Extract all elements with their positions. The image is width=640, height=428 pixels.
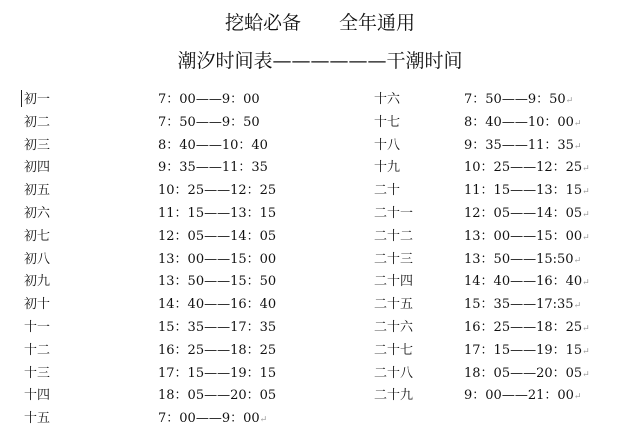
paragraph-mark-icon: ↵ bbox=[573, 301, 582, 312]
right-tide-time: 13：50——15:50↵ bbox=[464, 251, 582, 267]
right-day-label: 二十八 bbox=[374, 365, 414, 381]
right-day-label: 二十 bbox=[374, 183, 401, 199]
right-tide-time: 15：35——17:35↵ bbox=[464, 297, 582, 313]
left-day-label: 十三 bbox=[24, 365, 51, 381]
left-day-label: 初一 bbox=[24, 92, 51, 107]
paragraph-mark-icon: ↵ bbox=[582, 324, 590, 334]
left-tide-time: 7：00——9：00 bbox=[158, 92, 260, 107]
right-tide-time: 8：40——10：00↵ bbox=[464, 114, 582, 130]
right-tide-time: 11：15——13：15↵ bbox=[464, 183, 590, 199]
left-tide-time: 17：15——19：15 bbox=[158, 365, 277, 381]
right-day-label: 十八 bbox=[374, 137, 401, 153]
left-tide-time: 18：05——20：05 bbox=[158, 388, 277, 404]
paragraph-mark-icon: ↵ bbox=[573, 255, 582, 266]
left-day-label: 初二 bbox=[24, 114, 51, 130]
right-day-label: 二十五 bbox=[374, 297, 414, 313]
right-tide-time: 17：15——19：15↵ bbox=[464, 342, 590, 358]
left-tide-time: 10：25——12：25 bbox=[158, 183, 277, 199]
paragraph-mark-icon: ↵ bbox=[582, 346, 590, 357]
right-day-label: 十六 bbox=[374, 92, 401, 107]
left-day-label: 十二 bbox=[24, 342, 51, 358]
right-day-label: 十九 bbox=[374, 160, 401, 176]
paragraph-mark-icon: ↵ bbox=[573, 392, 582, 403]
paragraph-mark-icon: ↵ bbox=[582, 232, 590, 243]
right-tide-time: 18：05——20：05↵ bbox=[464, 365, 590, 381]
left-tide-time: 13：50——15：50 bbox=[158, 274, 277, 290]
right-day-label: 二十二 bbox=[374, 228, 414, 244]
left-day-label: 十一 bbox=[24, 320, 51, 335]
right-tide-time: 12：05——14：05↵ bbox=[464, 206, 590, 221]
right-tide-time: 9：00——21：00↵ bbox=[464, 388, 582, 404]
right-day-label: 二十三 bbox=[374, 251, 414, 267]
paragraph-mark-icon: ↵ bbox=[582, 187, 590, 198]
right-day-label: 二十四 bbox=[374, 274, 414, 290]
left-day-label: 初六 bbox=[24, 206, 51, 221]
left-tide-time: 12：05——14：05 bbox=[158, 228, 277, 244]
right-day-label: 十七 bbox=[374, 114, 401, 130]
paragraph-mark-icon: ↵ bbox=[259, 415, 268, 426]
left-tide-time: 9：35——11：35 bbox=[158, 160, 268, 176]
right-tide-time: 13：00——15：00↵ bbox=[464, 228, 590, 244]
right-day-label: 二十六 bbox=[374, 320, 414, 335]
right-tide-time: 7：50——9：50↵ bbox=[464, 92, 574, 107]
left-day-label: 初三 bbox=[24, 137, 51, 153]
left-tide-time: 11：15——13：15 bbox=[158, 206, 277, 221]
left-day-label: 初九 bbox=[24, 274, 51, 290]
paragraph-mark-icon: ↵ bbox=[565, 96, 574, 106]
right-tide-time: 9：35——11：35↵ bbox=[464, 137, 582, 153]
right-day-label: 二十七 bbox=[374, 342, 414, 358]
paragraph-mark-icon: ↵ bbox=[582, 164, 590, 175]
paragraph-mark-icon: ↵ bbox=[582, 210, 590, 220]
left-tide-time: 7：50——9：50 bbox=[158, 114, 260, 130]
left-day-label: 十四 bbox=[24, 388, 51, 404]
right-tide-time: 14：40——16：40↵ bbox=[464, 274, 590, 290]
page-title: 挖蛤必备 全年通用 bbox=[224, 12, 415, 34]
right-tide-time: 10：25——12：25↵ bbox=[464, 160, 590, 176]
left-day-label: 初十 bbox=[24, 297, 51, 313]
page-subtitle: 潮汐时间表——————干潮时间 bbox=[177, 50, 463, 72]
left-tide-time: 7：00——9：00↵ bbox=[158, 411, 268, 427]
paragraph-mark-icon: ↵ bbox=[573, 118, 582, 129]
paragraph-mark-icon: ↵ bbox=[582, 369, 590, 380]
left-day-label: 十五 bbox=[24, 411, 51, 427]
left-tide-time: 16：25——18：25 bbox=[158, 342, 277, 358]
left-day-label: 初八 bbox=[24, 251, 51, 267]
text-cursor bbox=[21, 90, 22, 107]
left-tide-time: 15：35——17：35 bbox=[158, 320, 277, 335]
right-day-label: 二十一 bbox=[374, 206, 414, 221]
right-day-label: 二十九 bbox=[374, 388, 414, 404]
left-day-label: 初七 bbox=[24, 228, 51, 244]
left-day-label: 初五 bbox=[24, 183, 51, 199]
left-tide-time: 13：00——15：00 bbox=[158, 251, 277, 267]
left-day-label: 初四 bbox=[24, 160, 51, 176]
left-tide-time: 14：40——16：40 bbox=[158, 297, 277, 313]
right-tide-time: 16：25——18：25↵ bbox=[464, 320, 590, 335]
paragraph-mark-icon: ↵ bbox=[573, 141, 582, 152]
paragraph-mark-icon: ↵ bbox=[582, 278, 590, 289]
left-tide-time: 8：40——10：40 bbox=[158, 137, 268, 153]
